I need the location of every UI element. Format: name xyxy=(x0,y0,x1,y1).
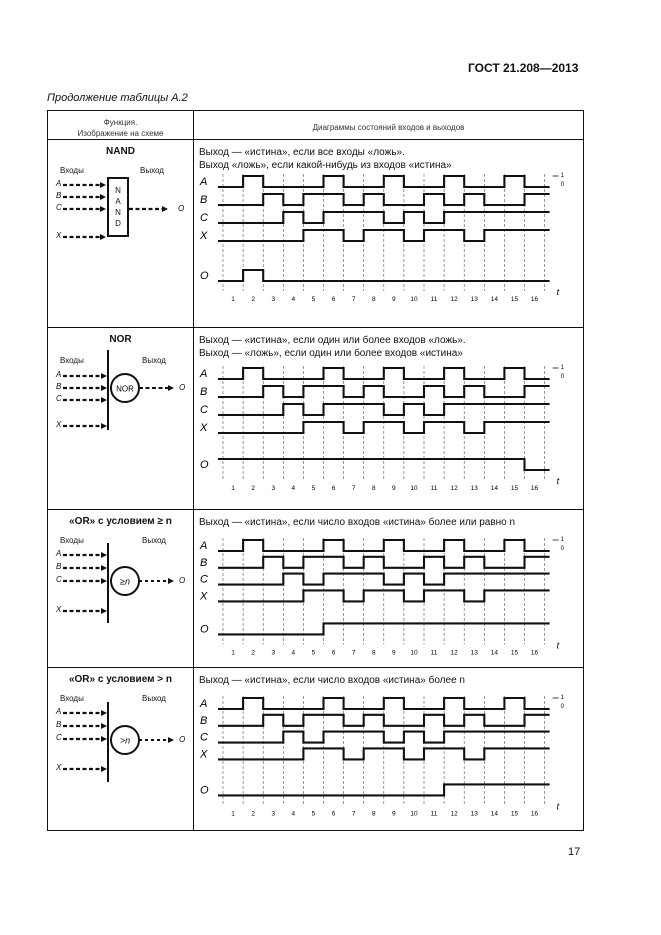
time-tick-label: 3 xyxy=(271,810,276,818)
waveform-a-label: A xyxy=(200,368,208,380)
arrow-head xyxy=(101,385,107,391)
time-tick-label: 11 xyxy=(430,296,438,303)
waveform-c xyxy=(218,212,550,223)
input-c-label: C xyxy=(56,733,62,742)
arrow-head xyxy=(101,578,107,584)
waveform-b-label: B xyxy=(200,386,208,398)
time-tick-label: 12 xyxy=(450,485,458,492)
level-low-label: 0 xyxy=(560,704,564,710)
time-tick-label: 7 xyxy=(351,649,356,657)
time-tick-label: 6 xyxy=(331,649,336,657)
input-a-label: A xyxy=(56,707,62,716)
time-tick-label: 1 xyxy=(231,810,235,818)
inputs-label: Входы xyxy=(60,166,84,175)
time-tick-label: 1 xyxy=(231,649,235,657)
output-o-label: O xyxy=(179,735,186,744)
input-a-label: A xyxy=(56,179,62,188)
waveform-c-label: C xyxy=(200,731,208,744)
time-tick-label: 5 xyxy=(311,649,316,657)
output-label: Выход xyxy=(142,536,166,545)
header-diagrams: Диаграммы состояний входов и выходов xyxy=(312,123,465,132)
arrow-head xyxy=(100,182,106,188)
input-b-label: B xyxy=(56,720,62,729)
level-high-label: 1 xyxy=(560,695,564,701)
waveform-o-label: O xyxy=(200,459,209,471)
time-tick-label: 13 xyxy=(470,649,478,657)
arrow-head xyxy=(168,578,174,584)
time-tick-label: 9 xyxy=(392,649,396,657)
time-tick-label: 3 xyxy=(271,485,276,492)
time-tick-label: 6 xyxy=(331,296,336,303)
time-tick-label: 4 xyxy=(291,649,296,657)
time-tick-label: 14 xyxy=(490,810,498,818)
time-tick-label: 2 xyxy=(251,296,255,303)
waveform-a xyxy=(218,698,550,709)
nand-letter: N xyxy=(115,186,121,195)
time-tick-label: 10 xyxy=(410,485,418,492)
gate-symbol-text: >n xyxy=(119,735,131,746)
time-tick-label: 7 xyxy=(351,810,356,818)
time-tick-label: 13 xyxy=(470,485,478,492)
input-b-label: B xyxy=(56,382,62,391)
waveform-a-label: A xyxy=(200,176,208,188)
time-tick-label: 13 xyxy=(470,296,478,303)
level-high-label: 1 xyxy=(560,537,564,543)
time-tick-label: 11 xyxy=(430,810,438,818)
function-description: Выход — «истина», если все входы «ложь». xyxy=(199,147,405,158)
waveform-a xyxy=(218,368,550,379)
time-tick-label: 16 xyxy=(530,485,539,492)
waveform-b xyxy=(218,194,550,205)
time-tick-label: 10 xyxy=(410,810,418,818)
level-high-label: 1 xyxy=(560,365,564,371)
arrow-head xyxy=(101,766,107,772)
time-tick-label: 4 xyxy=(291,296,296,303)
waveform-c xyxy=(218,404,550,415)
arrow-head xyxy=(101,565,107,571)
gate-symbol-text: ≥n xyxy=(120,576,130,587)
function-description: Выход — «истина», если число входов «истина» более n xyxy=(199,675,465,686)
time-tick-label: 7 xyxy=(351,296,356,303)
time-tick-label: 8 xyxy=(371,485,376,492)
waveform-c-label: C xyxy=(200,404,208,416)
table-row xyxy=(48,327,583,510)
input-x-label: X xyxy=(56,605,62,614)
time-tick-label: 1 xyxy=(231,296,235,303)
function-title: NOR xyxy=(109,334,132,345)
time-tick-label: 5 xyxy=(311,485,316,492)
time-tick-label: 2 xyxy=(251,485,255,492)
time-tick-label: 8 xyxy=(371,810,376,818)
logic-table xyxy=(47,110,584,831)
waveform-c-label: C xyxy=(200,212,208,224)
nand-letter: N xyxy=(115,208,121,217)
time-tick-label: 2 xyxy=(251,810,255,818)
standard-number: ГОСТ 21.208—2013 xyxy=(468,61,579,75)
time-tick-label: 12 xyxy=(450,296,458,303)
page-number: 17 xyxy=(568,846,581,858)
time-tick-label: 5 xyxy=(311,810,316,818)
row-graphics xyxy=(48,668,583,833)
time-tick-label: 16 xyxy=(530,810,539,818)
output-label: Выход xyxy=(142,356,166,365)
time-tick-label: 12 xyxy=(450,649,458,657)
waveform-x-label: X xyxy=(200,230,208,242)
arrow-head xyxy=(101,723,107,729)
waveform-x-label: X xyxy=(200,422,208,434)
time-tick-label: 16 xyxy=(530,649,539,657)
arrow-head xyxy=(101,373,107,379)
function-description: Выход — «истина», если один или более входов «ложь». xyxy=(199,335,466,346)
level-high-label: 1 xyxy=(560,173,564,179)
time-tick-label: 15 xyxy=(510,810,519,818)
waveform-b-label: B xyxy=(200,714,208,727)
input-x-label: X xyxy=(56,231,62,240)
input-c-label: C xyxy=(56,394,62,403)
arrow-head xyxy=(168,385,174,391)
time-tick-label: 14 xyxy=(490,296,498,303)
output-label: Выход xyxy=(142,694,166,703)
time-tick-label: 15 xyxy=(510,296,519,303)
output-o-label: O xyxy=(179,383,186,392)
function-description: Выход — «истина», если число входов «истина» более или равно n xyxy=(199,517,516,528)
time-axis-label: t xyxy=(556,287,560,297)
time-tick-label: 15 xyxy=(510,649,519,657)
waveform-b xyxy=(218,557,550,568)
inputs-label: Входы xyxy=(60,536,84,545)
waveform-c-label: C xyxy=(200,573,208,586)
waveform-b xyxy=(218,715,550,726)
arrow-head xyxy=(101,552,107,558)
time-tick-label: 5 xyxy=(311,296,316,303)
table-row xyxy=(48,139,583,328)
time-axis-label: t xyxy=(556,801,560,812)
time-tick-label: 1 xyxy=(231,485,235,492)
level-low-label: 0 xyxy=(560,374,564,380)
waveform-a xyxy=(218,176,550,187)
waveform-c xyxy=(218,732,550,743)
time-tick-label: 15 xyxy=(510,485,519,492)
waveform-x-label: X xyxy=(200,590,208,603)
arrow-head xyxy=(100,234,106,240)
arrow-head xyxy=(100,194,106,200)
level-low-label: 0 xyxy=(560,546,564,552)
time-tick-label: 12 xyxy=(450,810,458,818)
output-label: Выход xyxy=(140,166,164,175)
input-c-label: C xyxy=(56,203,62,212)
input-a-label: A xyxy=(56,549,62,558)
waveform-o-label: O xyxy=(200,270,209,282)
time-tick-label: 8 xyxy=(371,649,376,657)
function-title: «OR» с условием > n xyxy=(68,674,173,685)
time-tick-label: 13 xyxy=(470,810,478,818)
input-x-label: X xyxy=(56,763,62,772)
time-tick-label: 6 xyxy=(331,485,336,492)
arrow-head xyxy=(162,206,168,212)
function-title: NAND xyxy=(106,146,135,157)
waveform-a-label: A xyxy=(200,540,208,552)
input-b-label: B xyxy=(56,562,62,571)
time-tick-label: 7 xyxy=(351,485,356,492)
waveform-x-label: X xyxy=(200,748,208,761)
time-tick-label: 14 xyxy=(490,485,498,492)
time-axis-label: t xyxy=(556,476,560,486)
arrow-head xyxy=(101,736,107,742)
time-tick-label: 11 xyxy=(430,649,438,657)
time-axis-label: t xyxy=(556,640,560,651)
waveform-c xyxy=(218,574,550,585)
time-tick-label: 11 xyxy=(430,485,438,492)
waveform-b-label: B xyxy=(200,556,208,569)
table-row xyxy=(48,509,583,668)
output-o-label: O xyxy=(179,576,186,585)
time-tick-label: 14 xyxy=(490,649,498,657)
waveform-a-label: A xyxy=(200,698,208,710)
nand-gate-symbol xyxy=(107,177,129,237)
waveform-o-label: O xyxy=(200,623,209,636)
input-b-label: B xyxy=(56,191,62,200)
input-c-label: C xyxy=(56,575,62,584)
time-tick-label: 8 xyxy=(371,296,376,303)
time-tick-label: 2 xyxy=(251,649,255,657)
waveform-o-label: O xyxy=(200,784,209,797)
waveform-b xyxy=(218,386,550,397)
waveform-a xyxy=(218,540,550,551)
time-tick-label: 6 xyxy=(331,810,336,818)
row-graphics xyxy=(48,328,583,510)
arrow-head xyxy=(101,423,107,429)
table-row xyxy=(48,667,583,833)
time-tick-label: 4 xyxy=(291,485,296,492)
time-tick-label: 9 xyxy=(392,485,396,492)
output-o-label: O xyxy=(178,204,185,213)
time-tick-label: 10 xyxy=(410,649,418,657)
time-tick-label: 3 xyxy=(271,649,276,657)
input-x-label: X xyxy=(56,420,62,429)
header-function xyxy=(48,117,193,139)
time-tick-label: 3 xyxy=(271,296,276,303)
header-function-line2: Изображение на схеме xyxy=(77,129,164,138)
arrow-head xyxy=(168,737,174,743)
arrow-head xyxy=(101,710,107,716)
arrow-head xyxy=(100,206,106,212)
time-tick-label: 9 xyxy=(392,810,396,818)
time-tick-label: 9 xyxy=(392,296,396,303)
input-a-label: A xyxy=(56,370,62,379)
inputs-label: Входы xyxy=(60,694,84,703)
arrow-head xyxy=(101,397,107,403)
time-tick-label: 16 xyxy=(530,296,539,303)
gate-symbol-text: NOR xyxy=(116,384,134,394)
time-tick-label: 4 xyxy=(291,810,296,818)
nand-letter: A xyxy=(115,197,121,206)
function-description: Выход — «ложь», если один или более входов «истина» xyxy=(199,348,463,359)
row-graphics xyxy=(48,510,583,668)
table-caption: Продолжение таблицы А.2 xyxy=(47,92,188,104)
waveform-b-label: B xyxy=(200,194,208,206)
header-function-line1: Функция. xyxy=(103,118,138,127)
nand-letter: D xyxy=(115,219,121,228)
time-tick-label: 10 xyxy=(410,296,418,303)
arrow-head xyxy=(101,608,107,614)
level-low-label: 0 xyxy=(560,182,564,188)
inputs-label: Входы xyxy=(60,356,84,365)
function-description: Выход «ложь», если какой-нибудь из входов «истина» xyxy=(199,160,452,171)
function-title: «OR» с условием ≥ n xyxy=(69,516,172,527)
